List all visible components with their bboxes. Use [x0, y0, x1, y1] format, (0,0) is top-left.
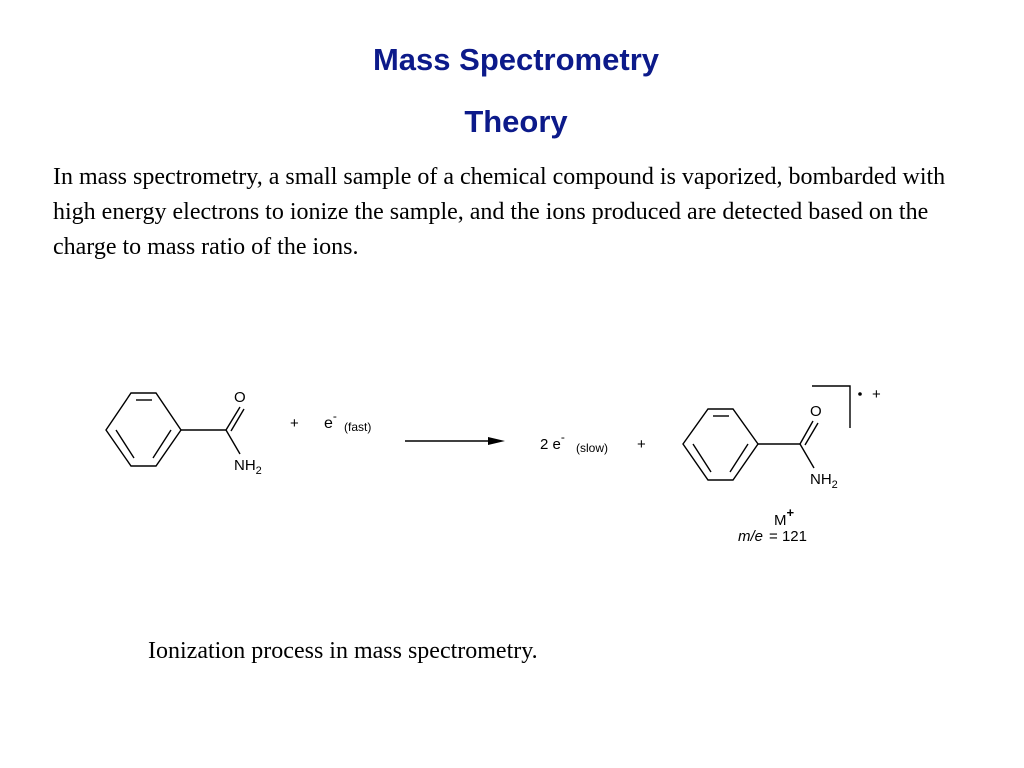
- intro-paragraph: In mass spectrometry, a small sample of a chemical compound is vaporized, bombarded with high energy electrons to ionize the sample, and the ions produced are detected based on the charge to mass ratio of the ions.: [53, 164, 946, 260]
- radical-cation-charge: +: [872, 386, 881, 403]
- product-amine-label: $NH_2$: [810, 471, 838, 491]
- reactant-amine-label: $NH_2$: [234, 457, 262, 477]
- slow-electrons-label: 2 e-: [540, 430, 565, 453]
- product-benzamide-cation: [683, 386, 850, 480]
- molecular-ion-label: M+: [774, 505, 795, 529]
- fast-electron-label: (fast): [344, 420, 372, 434]
- figure-caption: Ionization process in mass spectrometry.: [148, 638, 538, 664]
- reactant-benzamide: [106, 393, 244, 466]
- reactant-oxygen-label: O: [234, 389, 246, 406]
- reaction-arrow: [405, 437, 505, 445]
- reactant-benzene-ring: [106, 393, 181, 466]
- ionization-scheme: [0, 370, 1024, 570]
- plus-sign-2: +: [637, 436, 646, 453]
- product-benzene-ring: [683, 409, 758, 480]
- radical-dot: [858, 392, 862, 396]
- slow-electrons-state: (slow): [576, 441, 608, 455]
- page-subtitle: Theory: [464, 104, 568, 139]
- product-oxygen-label: O: [810, 403, 822, 420]
- plus-sign-1: +: [290, 415, 299, 432]
- mass-to-charge-label: m/e = 121: [738, 528, 807, 545]
- fast-electron-symbol: e-: [324, 409, 337, 432]
- page-title: Mass Spectrometry: [372, 42, 659, 77]
